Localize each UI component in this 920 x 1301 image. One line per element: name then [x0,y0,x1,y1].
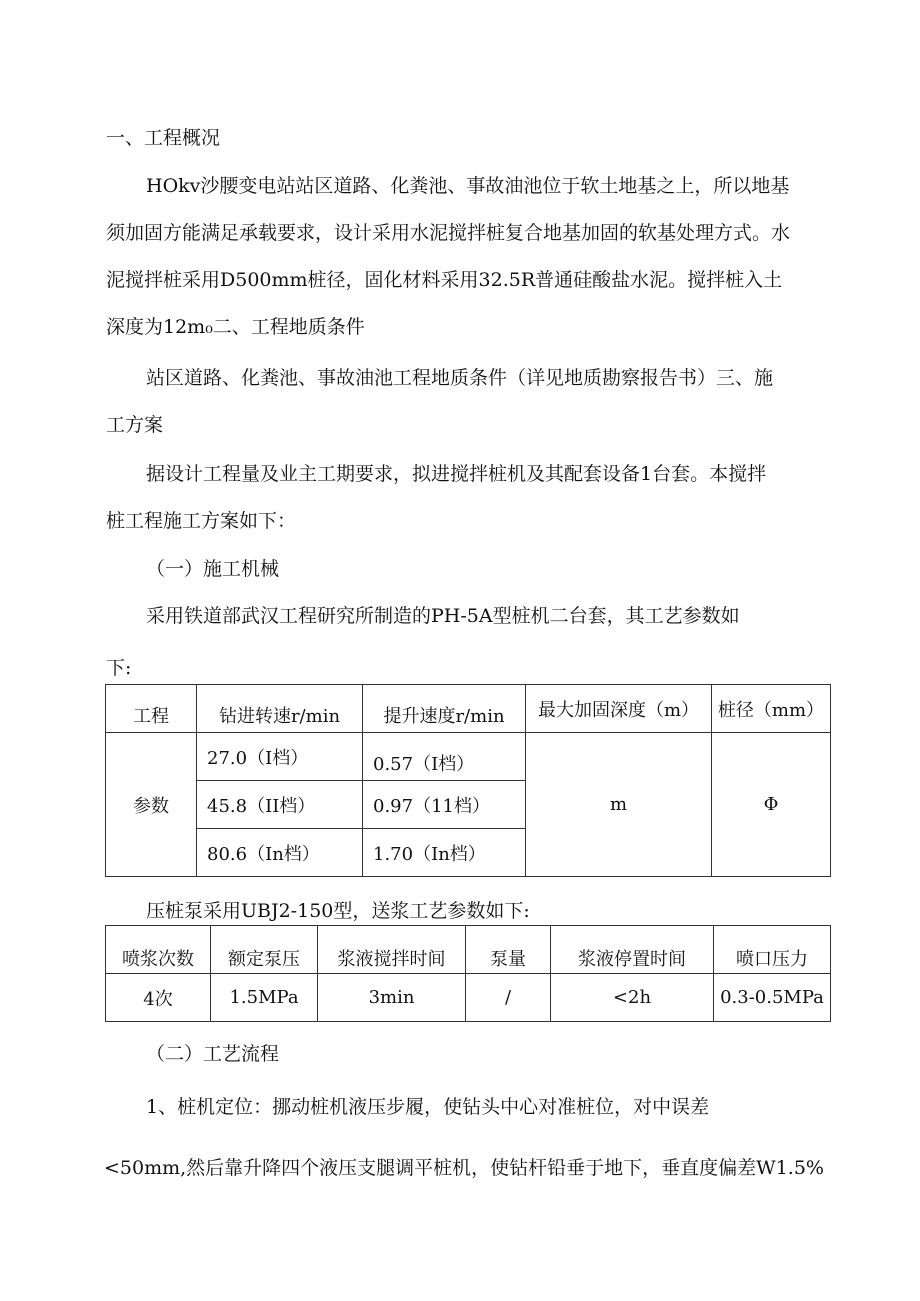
paragraph-line: 工方案 [106,414,164,436]
section-heading-overview: 一、工程概况 [106,127,221,149]
row-label-cell: 参数 [106,733,197,877]
table-value-cell: 4次 [106,974,211,1022]
lift-speed-cell: 0.97（11档） [363,781,526,829]
table-header-cell: 工程 [106,685,197,733]
subsection-heading-machinery: （一）施工机械 [146,558,280,580]
table-header-cell: 钻进转速r/min [197,685,363,733]
table-header-cell: 喷口压力 [714,926,831,974]
table-header-cell: 额定泵压 [211,926,318,974]
paragraph-line: 深度为12m₀二、工程地质条件 [106,316,365,338]
paragraph-line: HOkv沙腰变电站站区道路、化粪池、事故油池位于软土地基之上，所以地基 [146,175,790,197]
grouting-parameters-table [105,925,831,1022]
subsection-heading-process: （二）工艺流程 [146,1043,280,1065]
table-header-cell: 最大加固深度（m） [526,685,712,733]
paragraph-line: <50mm,然后靠升降四个液压支腿调平桩机，使钻杆铅垂于地下，垂直度偏差W1.5% [104,1157,824,1179]
paragraph-line: 泥搅拌桩采用D500mm桩径，固化材料采用32.5R普通硅酸盐水泥。搅拌桩入土 [106,269,783,291]
table-header-cell: 桩径（mm） [712,685,831,733]
table-value-cell: 3min [318,974,466,1022]
paragraph-line: 桩工程施工方案如下： [106,510,297,532]
table-value-cell: 0.3-0.5MPa [714,974,831,1022]
table-value-cell: / [466,974,551,1022]
table-header-cell: 提升速度r/min [363,685,526,733]
table-header-cell: 浆液停置时间 [551,926,714,974]
drill-speed-cell: 45.8（II档） [197,781,363,829]
drill-speed-cell: 80.6（In档） [197,829,363,877]
table-value-cell: <2h [551,974,714,1022]
max-depth-cell: m [526,733,712,877]
table-header-cell: 泵量 [466,926,551,974]
machine-parameters-table [105,684,831,877]
paragraph-line: 须加固方能满足承载要求，设计采用水泥搅拌桩复合地基加固的软基处理方式。水 [106,222,791,244]
table-header-cell: 喷浆次数 [106,926,211,974]
paragraph-line: 站区道路、化粪池、事故油池工程地质条件（详见地质勘察报告书）三、施 [146,367,774,389]
paragraph-line: 据设计工程量及业主工期要求，拟进搅拌桩机及其配套设备1台套。本搅拌 [146,463,767,485]
drill-speed-cell: 27.0（I档） [197,733,363,781]
diameter-cell: Φ [712,733,831,877]
lift-speed-cell: 1.70（In档） [363,829,526,877]
paragraph-line: 下: [106,657,132,679]
paragraph-line: 压桩泵采用UBJ2-150型，送浆工艺参数如下: [146,900,530,922]
table-value-cell: 1.5MPa [211,974,318,1022]
paragraph-line: 1、桩机定位：挪动桩机液压步履，使钻头中心对准桩位，对中误差 [146,1096,710,1118]
table-header-cell: 浆液搅拌时间 [318,926,466,974]
paragraph-line: 采用铁道部武汉工程研究所制造的PH-5A型桩机二台套，其工艺参数如 [146,605,740,627]
lift-speed-cell: 0.57（I档） [363,733,526,781]
